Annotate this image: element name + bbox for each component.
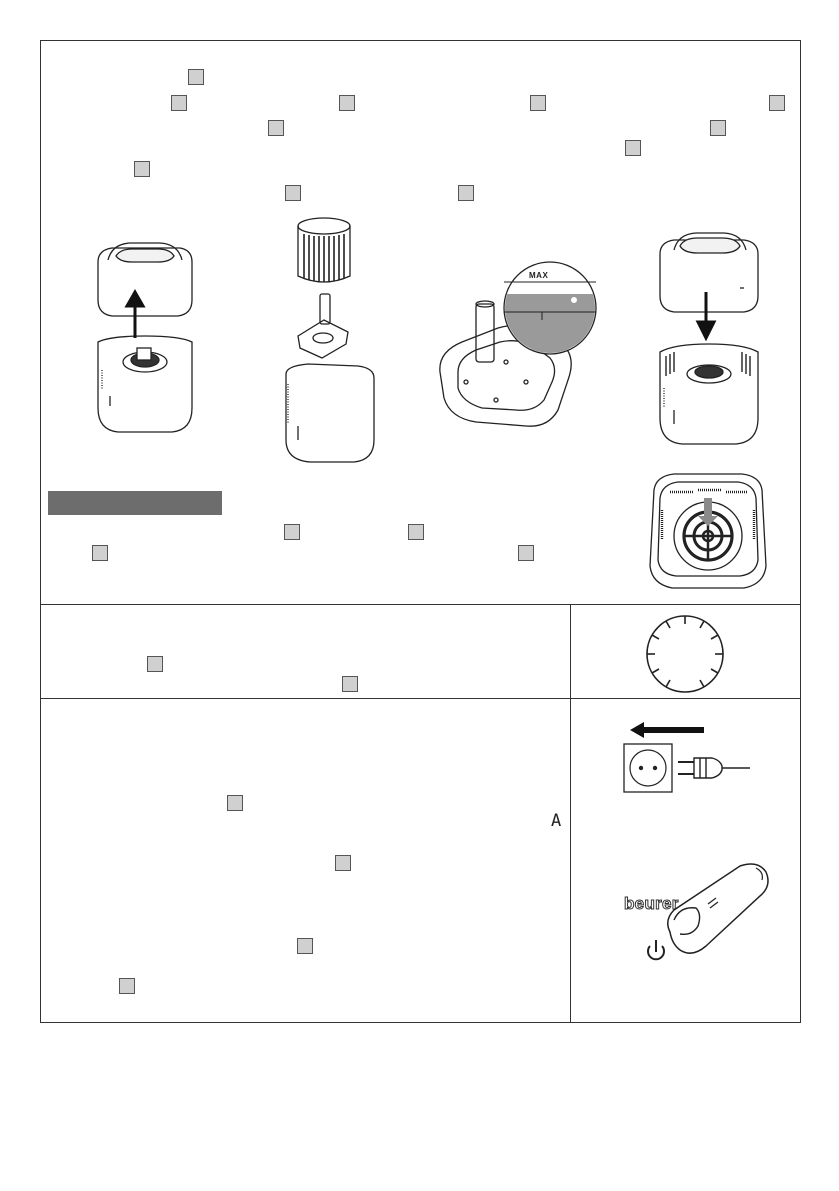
- power-plug-icon: [678, 758, 750, 778]
- reference-box: [171, 95, 187, 111]
- panel-operation: [40, 698, 571, 1023]
- max-label: MAX: [529, 271, 549, 280]
- illustration-attach-top: [652, 228, 767, 448]
- reference-box: [268, 120, 284, 136]
- finger-press-icon: [640, 862, 774, 978]
- display-indicator: A: [551, 811, 562, 831]
- reference-box: [285, 185, 301, 201]
- illustration-remove-top: [90, 240, 200, 440]
- reference-box: [518, 545, 534, 561]
- timer-dial-icon: [643, 612, 727, 696]
- reference-box: [119, 978, 135, 994]
- power-socket-icon: [624, 744, 672, 792]
- illustration-filter-exploded: [278, 214, 388, 464]
- reference-box: [297, 938, 313, 954]
- reference-box: [284, 524, 300, 540]
- note-heading-bar: [48, 491, 222, 515]
- reference-box: [342, 676, 358, 692]
- reference-box: [530, 95, 546, 111]
- reference-box: [134, 161, 150, 177]
- power-icon: [648, 940, 664, 959]
- reference-box: [92, 545, 108, 561]
- illustration-base-top-view: [640, 470, 776, 594]
- reference-box: [408, 524, 424, 540]
- illustration-water-level: [436, 262, 596, 432]
- reference-box: [339, 95, 355, 111]
- panel-timer: [40, 604, 571, 699]
- arrow-left-icon: [630, 722, 704, 738]
- reference-box: [625, 140, 641, 156]
- arrow-down-icon: [698, 292, 714, 338]
- brand-logo: beurer: [624, 894, 679, 913]
- reference-box: [458, 185, 474, 201]
- reference-box: [188, 69, 204, 85]
- arrow-up-icon: [127, 292, 143, 338]
- reference-box: [227, 795, 243, 811]
- reference-box: [147, 656, 163, 672]
- reference-box: [335, 855, 351, 871]
- reference-box: [710, 120, 726, 136]
- plug-socket-illustration: [620, 720, 760, 796]
- reference-box: [769, 95, 785, 111]
